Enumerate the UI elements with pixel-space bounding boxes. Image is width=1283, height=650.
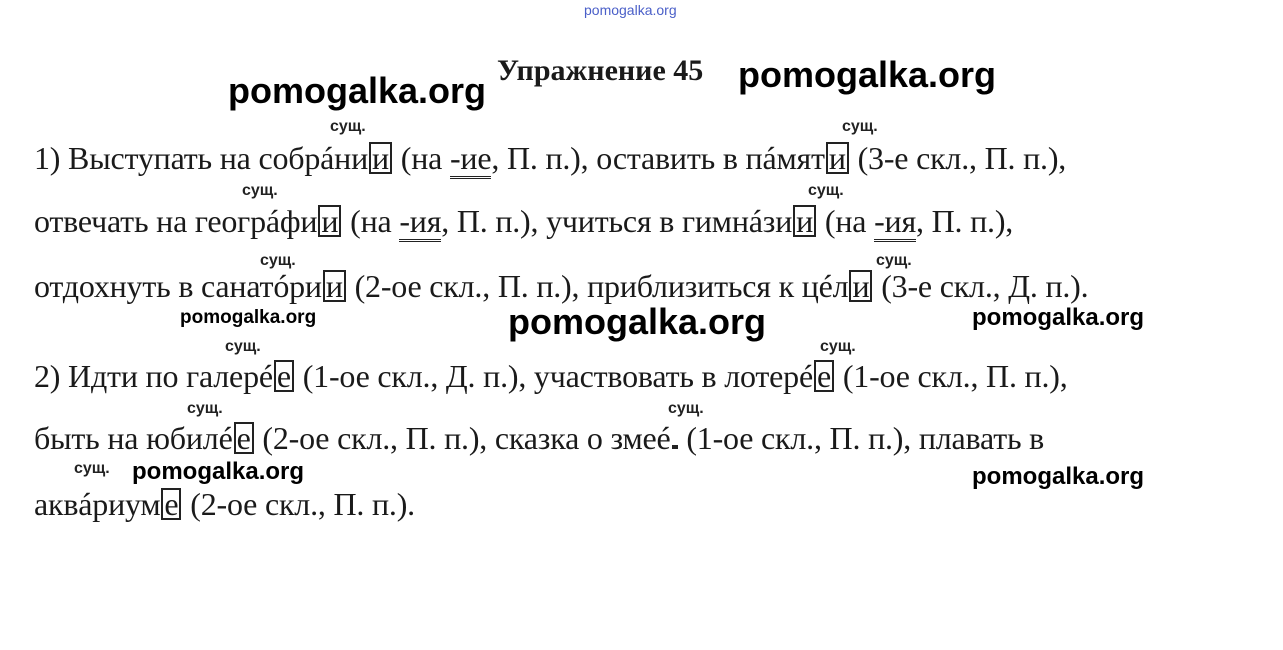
answer-box: и [318,205,341,237]
watermark-right-title: pomogalka.org [738,54,997,95]
answer-box: е [814,360,834,392]
text-line-1: 1) Выступать на собрáни и (на -ие, П. п.), оставить в пáмят и (3-е скл., П. п.), [34,140,1066,177]
watermark-left-title: pomogalka.org [228,70,487,111]
answer-box: и [369,142,392,174]
text-line-5: быть на юбилé е (2-ое скл., П. п.), сказка о змеé (1-ое скл., П. п.), плавать в [34,420,1045,456]
watermark-small-2: pomogalka.org [132,458,305,485]
noun-label: сущ. [225,338,261,355]
exercise-title: Упражнение 45 [497,54,704,87]
watermark-center: pomogalka.org [508,301,767,342]
noun-label: сущ. [242,182,278,199]
noun-label: сущ. [820,338,856,355]
answer-box: е [161,488,181,520]
answer-box: и [826,142,849,174]
watermark-right: pomogalka.org [972,304,1145,331]
text-line-6: аквáриум е (2-ое скл., П. п.). [34,486,415,522]
answer-box: е [234,422,254,454]
text-line-3: отдохнуть в санатóри и (2-ое скл., П. п.), приблизиться к цéл и (3-е скл., Д. п.). [34,268,1089,304]
answer-box: е [274,360,294,392]
watermark-top[interactable]: pomogalka.org [584,2,677,18]
answer-box: и [323,270,346,302]
noun-label: сущ. [808,182,844,199]
text-line-2: отвечать на геогрáфи и (на -ия, П. п.), учиться в гимнáзи и (на -ия, П. п.), [34,203,1013,240]
noun-label: сущ. [260,252,296,269]
noun-label: сущ. [876,252,912,269]
noun-label: сущ. [330,118,366,135]
text-line-4: 2) Идти по галерé е (1-ое скл., Д. п.), участвовать в лотерé е (1-ое скл., П. п.), [34,358,1068,394]
answer-box [672,445,678,449]
noun-label: сущ. [842,118,878,135]
watermark-small: pomogalka.org [180,307,317,328]
watermark-right-2: pomogalka.org [972,463,1145,490]
noun-label: сущ. [668,400,704,417]
answer-box: и [849,270,872,302]
noun-label: сущ. [74,460,110,477]
answer-box: и [793,205,816,237]
noun-label: сущ. [187,400,223,417]
